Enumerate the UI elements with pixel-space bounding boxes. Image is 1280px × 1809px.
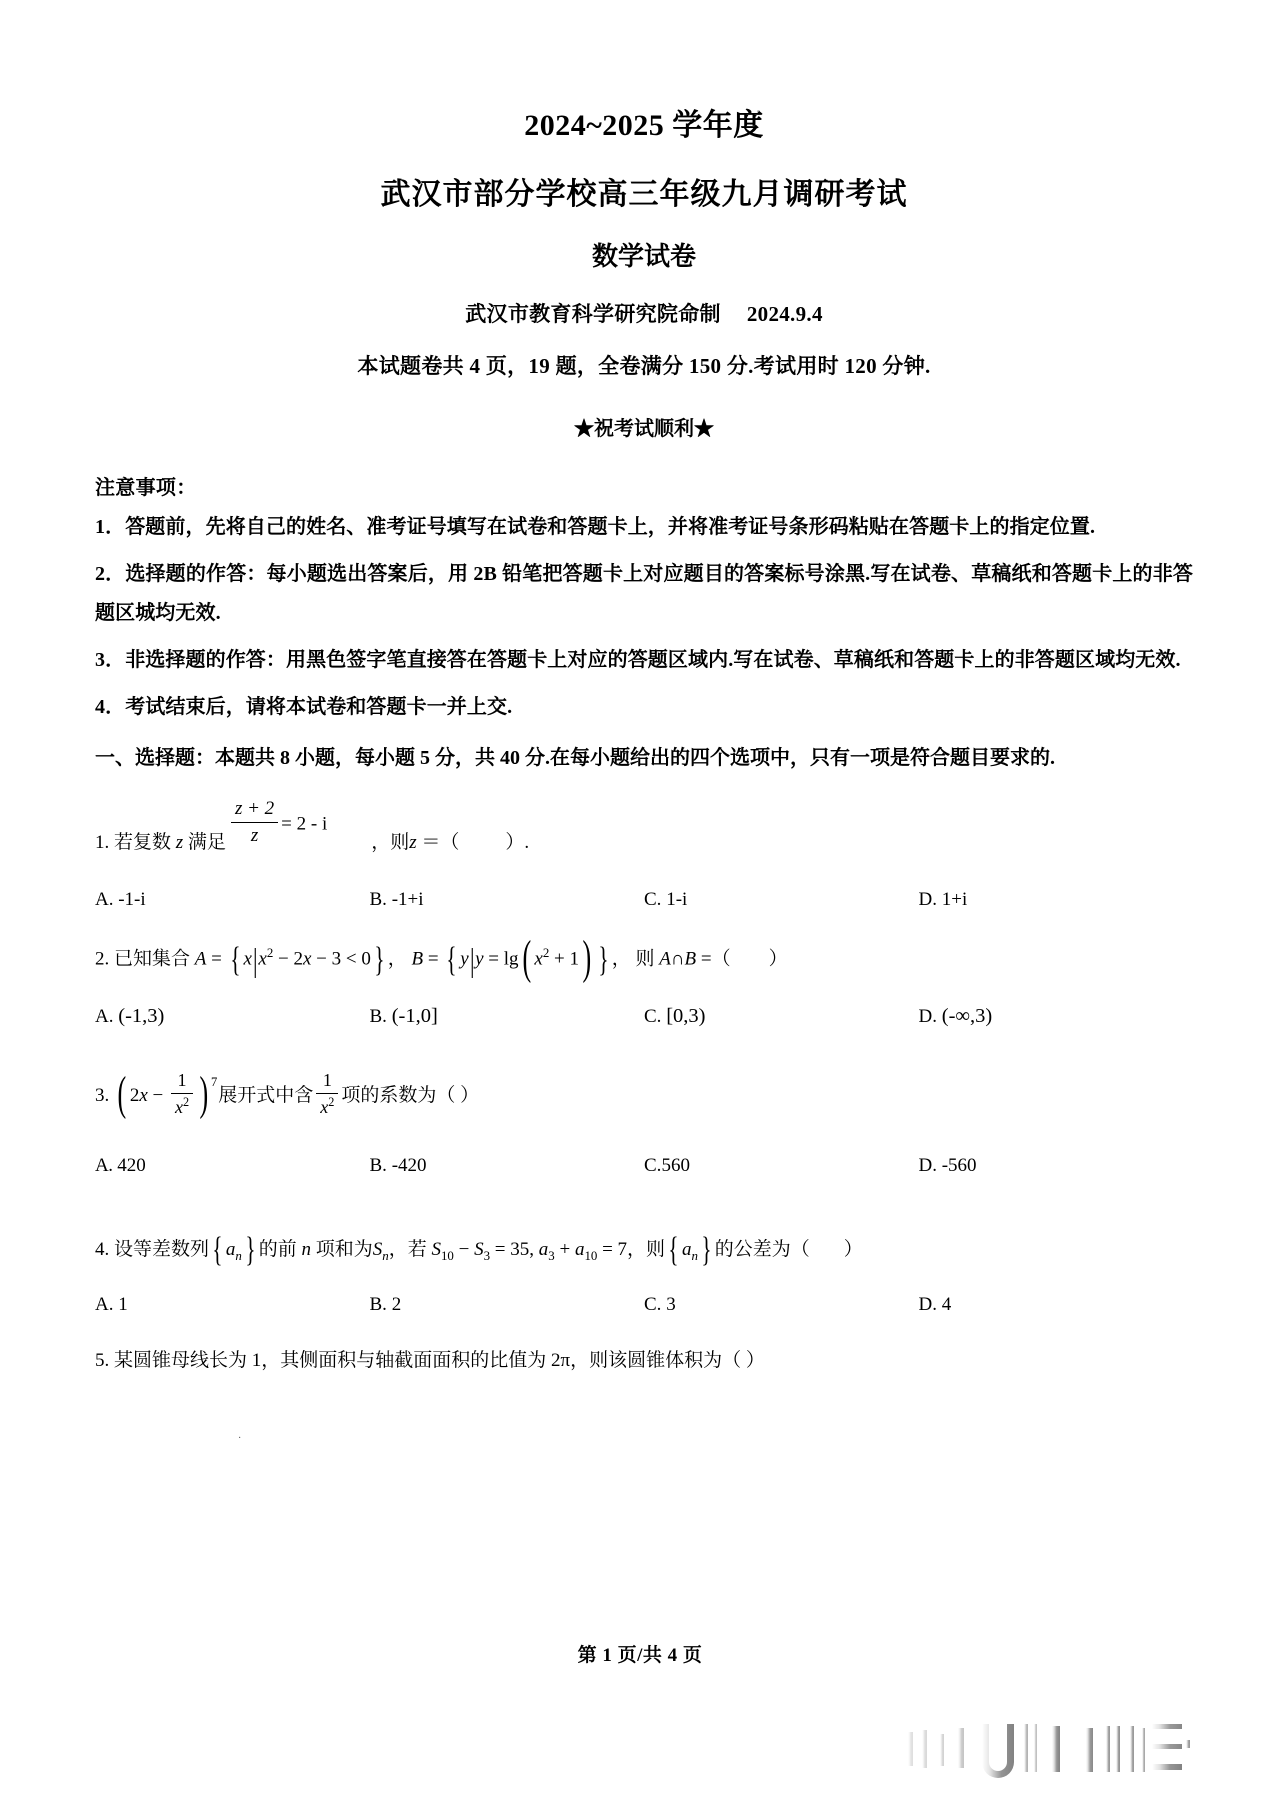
option-value: -1-i — [118, 888, 146, 910]
question-2-number: 2. — [95, 948, 110, 970]
question-3-option-c[interactable] — [644, 1155, 919, 1177]
question-1-options — [95, 889, 1193, 911]
option-label: B. — [369, 1154, 387, 1176]
question-1-option-b[interactable] — [370, 889, 645, 911]
question-3 — [95, 1068, 1193, 1121]
question-5 — [95, 1346, 1193, 1376]
question-2-option-d[interactable] — [919, 1005, 1194, 1028]
question-1-option-a[interactable] — [95, 889, 370, 911]
brace-open-icon: { — [212, 1230, 223, 1270]
option-value: -560 — [941, 1154, 977, 1176]
option-label: C. — [644, 1154, 662, 1176]
option-label: A. — [95, 888, 114, 910]
question-2-option-c[interactable] — [644, 1005, 919, 1028]
option-value: 1 — [118, 1294, 128, 1316]
notice-item-4: 4．考试结束后，请将本试卷和答题卡一并上交. — [95, 696, 513, 719]
option-label: C. — [644, 1005, 662, 1027]
question-3-inner-fraction: $\frac{1}{x^2}$ — [171, 1069, 193, 1118]
question-3-number: 3. — [95, 1084, 110, 1106]
paper-info-line: 本试题卷共 4 页，19 题，全卷满分 150 分.考试用时 120 分钟. — [357, 354, 931, 379]
question-4: 4. 设等差数列{ $a_n$} 的前 n 项和为$S_n$，若 $S_{10} - S_3 = 35$, $a_3 + a_{10} = 7$，则{ $a_n$} 的公差为（ ） — [95, 1230, 863, 1270]
question-5-number: 5. — [95, 1350, 110, 1372]
option-label: C. — [644, 1294, 662, 1316]
question-3-options — [95, 1155, 1193, 1177]
brace-open-icon: { — [446, 939, 457, 979]
paren-close-icon: ) — [199, 1068, 209, 1121]
question-2-options — [95, 1005, 1193, 1028]
question-1-denominator: z — [250, 824, 259, 846]
paren-open-icon: ( — [117, 1068, 127, 1121]
question-2-prefix: 已知集合 — [114, 948, 191, 970]
question-4-option-a[interactable] — [95, 1294, 370, 1316]
question-1-equation-rhs: = 2 - i — [281, 813, 328, 835]
question-5-text: 某圆锥母线长为 1，其侧面积与轴截面面积的比值为 2π，则该圆锥体积为（ ） — [114, 1350, 765, 1372]
byline-organization: 武汉市教育科学研究院命制 — [465, 302, 721, 327]
brace-close-icon: } — [374, 939, 385, 979]
brace-close-icon: } — [701, 1230, 712, 1270]
scan-watermark-icon — [900, 1718, 1200, 1788]
notice-heading: 注意事项： — [95, 477, 197, 500]
question-3-option-b[interactable] — [370, 1155, 645, 1177]
question-3-term-fraction: $\frac{1}{x^2}$ — [316, 1069, 338, 1118]
page-indicator: 第 1 页/共 4 页 — [577, 1645, 703, 1666]
notice-item-2: 2．选择题的作答：每小题选出答案后，用 2B 铅笔把答题卡上对应题目的答案标号涂黑.写在试卷、草稿纸和答题卡上的非答题区城均无效. — [95, 563, 1193, 625]
page-title-subject: 数学试卷 — [591, 242, 696, 271]
option-label: A. — [95, 1294, 114, 1316]
paren-open-icon: ( — [522, 931, 531, 984]
question-1-stem-after-1: ，则 — [371, 832, 410, 854]
option-value: [0,3) — [666, 1004, 706, 1027]
option-value: 3 — [666, 1294, 676, 1316]
question-1-option-d[interactable] — [919, 889, 1194, 911]
question-1-stem-before: 若复数 — [114, 832, 172, 854]
option-value: 4 — [941, 1294, 952, 1316]
brace-open-icon: { — [229, 939, 241, 979]
option-label: A. — [95, 1005, 114, 1027]
question-3-mid-text: 展开式中含 — [218, 1084, 314, 1106]
option-value: -1+i — [391, 888, 424, 910]
question-1-answer-variable: z — [409, 832, 417, 854]
question-1-option-c[interactable] — [644, 889, 919, 911]
question-1-equation — [228, 797, 328, 851]
question-1-fraction — [231, 797, 278, 848]
question-3-option-d[interactable] — [919, 1155, 1194, 1177]
option-value: 2 — [391, 1294, 402, 1316]
option-value: 1+i — [941, 888, 968, 910]
question-1-stem-mid: 满足 — [187, 832, 226, 854]
question-1-stem-after-3: ）. — [505, 832, 530, 854]
option-label: C. — [644, 888, 662, 910]
question-4-option-c[interactable] — [644, 1294, 919, 1316]
such-that-bar-icon: | — [469, 941, 475, 978]
question-4-options — [95, 1294, 1193, 1316]
option-value: 420 — [117, 1154, 146, 1176]
question-4-option-b[interactable] — [370, 1294, 645, 1316]
option-label: D. — [918, 1294, 937, 1316]
brace-open-icon: { — [668, 1230, 679, 1270]
question-1-stem-after-2: ＝（ — [421, 832, 460, 854]
page-footer — [0, 1640, 1280, 1667]
option-label: B. — [369, 1294, 387, 1316]
option-label: D. — [918, 1154, 937, 1176]
option-value: (-∞,3) — [941, 1004, 993, 1027]
option-value: 1-i — [666, 888, 688, 910]
option-label: A. — [95, 1154, 113, 1176]
good-luck-line: ★祝考试顺利★ — [574, 418, 714, 441]
page-title-year: 2024~2025 学年度 — [524, 109, 764, 142]
question-4-option-d[interactable] — [919, 1294, 1194, 1316]
option-label: D. — [918, 1005, 937, 1027]
page-title-main: 武汉市部分学校高三年级九月调研考试 — [380, 178, 908, 211]
such-that-bar-icon: | — [252, 941, 258, 978]
question-3-exponent: 7 — [210, 1075, 218, 1090]
option-value: (-1,0] — [391, 1004, 438, 1027]
question-3-option-a[interactable] — [95, 1155, 370, 1177]
option-value: 560 — [661, 1154, 690, 1176]
scan-artifact: · — [238, 1433, 242, 1444]
option-label: B. — [369, 1005, 387, 1027]
option-value: -420 — [391, 1154, 427, 1176]
question-1-variable: z — [175, 832, 184, 854]
question-4-number: 4. — [95, 1238, 110, 1260]
question-1 — [95, 797, 1193, 859]
option-value: (-1,3) — [118, 1004, 165, 1027]
question-3-binomial: ( 2x − $\frac{1}{x^2}$ ) $^7$ — [117, 1068, 218, 1121]
question-2: 2. 已知集合 A = { $x|x^2 - 2x - 3 < 0$} ， B = { y|y = lg( $x^2 + 1$) } ， 则 A∩B =（ ） — [95, 931, 788, 984]
question-2-option-a[interactable] — [95, 1005, 370, 1028]
question-3-tail-text: 项的系数为（ ） — [341, 1084, 480, 1106]
byline — [95, 298, 1193, 328]
question-1-stem — [95, 797, 1193, 859]
section-heading-multiple-choice: 一、选择题：本题共 8 小题，每小题 5 分，共 40 分.在每小题给出的四个选项中，只有一项是符合题目要求的. — [95, 747, 1055, 770]
paren-close-icon: ) — [582, 931, 592, 984]
question-2-option-b[interactable] — [370, 1005, 645, 1028]
option-label: B. — [369, 888, 387, 910]
byline-date: 2024.9.4 — [746, 302, 823, 327]
question-1-number: 1. — [95, 832, 110, 854]
page-content — [95, 0, 1193, 1444]
brace-close-icon: } — [245, 1230, 256, 1270]
option-label: D. — [918, 888, 937, 910]
notice-item-1: 1．答题前，先将自己的姓名、准考证号填写在试卷和答题卡上，并将准考证号条形码粘贴在答题卡上的指定位置. — [95, 516, 1096, 539]
question-1-numerator: z + 2 — [231, 797, 278, 823]
notice-item-3: 3．非选择题的作答：用黑色签字笔直接答在答题卡上对应的答题区域内.写在试卷、草稿纸和答题卡上的非答题区域均无效. — [95, 649, 1181, 672]
brace-close-icon: } — [598, 939, 609, 979]
